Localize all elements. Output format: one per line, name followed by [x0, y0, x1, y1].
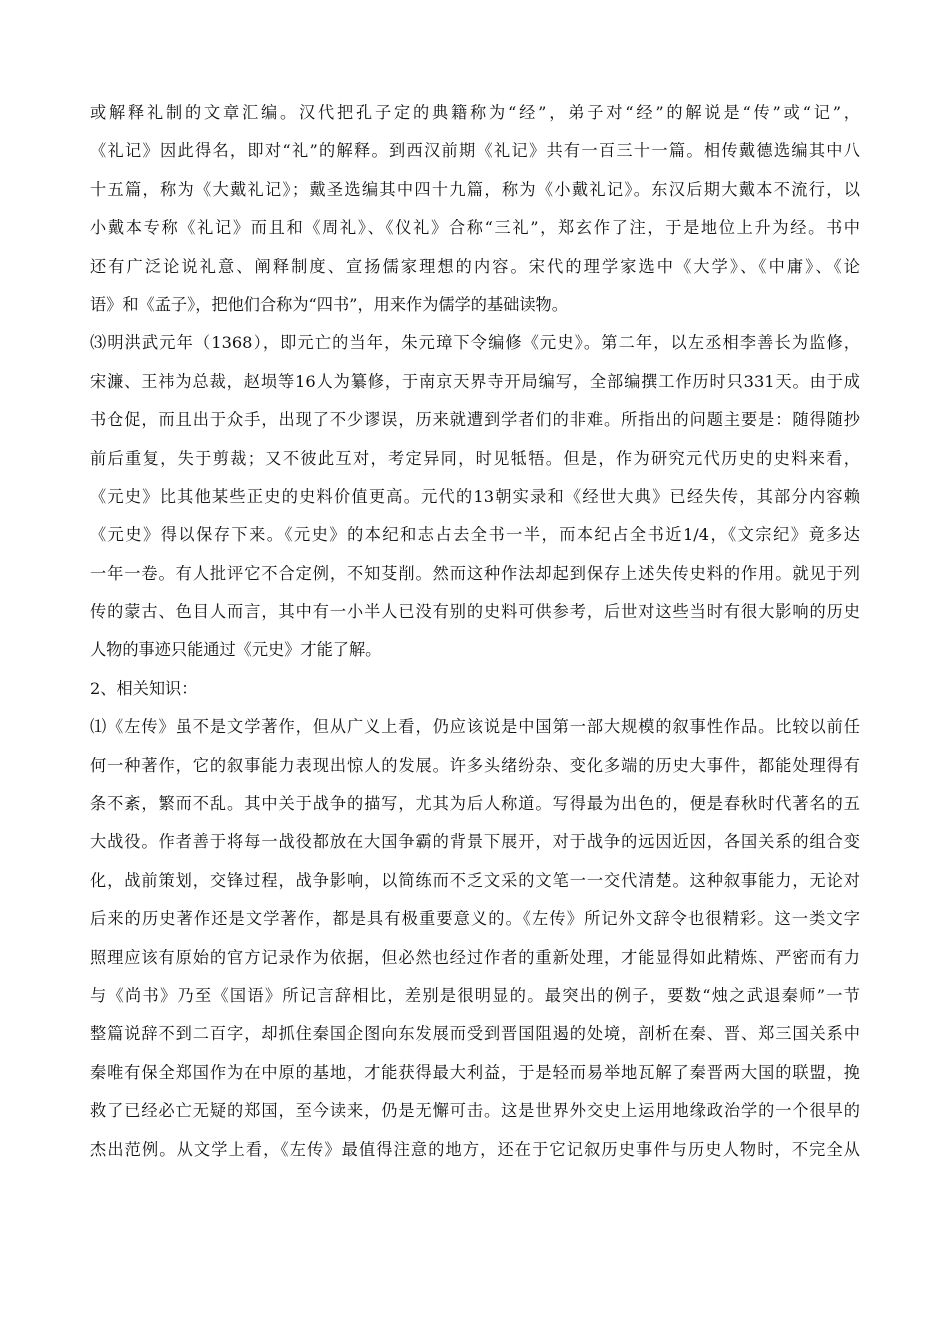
text-line: 还有广泛论说礼意、阐释制度、宣扬儒家理想的内容。宋代的理学家选中《大学》、《中庸》、《论 — [90, 256, 860, 276]
text-line: 条不紊，繁而不乱。其中关于战争的描写，尤其为后人称道。写得最为出色的，便是春秋时代著名的五 — [90, 794, 860, 814]
text-line: 救了已经必亡无疑的郑国，至今读来，仍是无懈可击。这是世界外交史上运用地缘政治学的一个很早的 — [90, 1101, 860, 1121]
text-line: ⑶明洪武元年（1368），即元亡的当年，朱元璋下令编修《元史》。第二年，以左丞相李善长为监修， — [90, 333, 860, 353]
text-line: 化，战前策划，交锋过程，战争影响，以简练而不乏文采的文笔一一交代清楚。这种叙事能力，无论对 — [90, 870, 860, 890]
text-line: 秦唯有保全郑国作为在中原的基地，才能获得最大利益，于是轻而易举地瓦解了秦晋两大国的联盟，挽 — [90, 1062, 860, 1082]
text-line: 与《尚书》乃至《国语》所记言辞相比，差别是很明显的。最突出的例子，要数“烛之武退秦师”一节 — [90, 985, 860, 1005]
document-body — [90, 94, 860, 1169]
text-line: 传的蒙古、色目人而言，其中有一小半人已没有别的史料可供参考，后世对这些当时有很大影响的历史 — [90, 602, 860, 622]
text-line: 或解释礼制的文章汇编。汉代把孔子定的典籍称为“经”，弟子对“经”的解说是“传”或“记”， — [90, 103, 860, 122]
text-line: 《元史》得以保存下来。《元史》的本纪和志占去全书一半，而本纪占全书近1/4，《文宗纪》竟多达 — [90, 525, 860, 545]
text-line: 宋濂、王祎为总裁，赵埙等16人为纂修，于南京天界寺开局编写，全部编撰工作历时只331天。由于成 — [90, 371, 860, 391]
text-line: 后来的历史著作还是文学著作，都是具有极重要意义的。《左传》所记外文辞令也很精彩。这一类文字 — [90, 909, 860, 929]
text-line: 杰出范例。从文学上看，《左传》最值得注意的地方，还在于它记叙历史事件与历史人物时，不完全从 — [90, 1139, 860, 1159]
text-line: 前后重复，失于剪裁；又不彼此互对，考定异同，时见牴牾。但是，作为研究元代历史的史料来看， — [90, 448, 860, 468]
text-line: 一年一卷。有人批评它不合定例，不知芟削。然而这种作法却起到保存上述失传史料的作用。就见于列 — [90, 563, 860, 583]
text-line: 人物的事迹只能通过《元史》才能了解。 — [90, 640, 382, 660]
text-line: 照理应该有原始的官方记录作为依据，但必然也经过作者的重新处理，才能显得如此精炼、严密而有力 — [90, 947, 860, 967]
text-line: 整篇说辞不到二百字，却抓住秦国企图向东发展而受到晋国阻遏的处境，剖析在秦、晋、郑三国关系中 — [90, 1024, 860, 1044]
text-line: 何一种著作，它的叙事能力表现出惊人的发展。许多头绪纷杂、变化多端的历史大事件，都能处理得有 — [90, 755, 860, 775]
text-line: 大战役。作者善于将每一战役都放在大国争霸的背景下展开，对于战争的远因近因，各国关系的组合变 — [90, 832, 860, 852]
text-line: 《元史》比其他某些正史的史料价值更高。元代的13朝实录和《经世大典》已经失传，其部分内容赖 — [90, 486, 860, 506]
text-line: 2、相关知识： — [90, 678, 198, 698]
text-line: ⑴《左传》虽不是文学著作，但从广义上看，仍应该说是中国第一部大规模的叙事性作品。比较以前任 — [90, 717, 860, 737]
text-line: 《礼记》因此得名，即对“礼”的解释。到西汉前期《礼记》共有一百三十一篇。相传戴德选编其中八 — [90, 141, 860, 161]
text-line: 小戴本专称《礼记》而且和《周礼》、《仪礼》合称“三礼”，郑玄作了注，于是地位上升为经。书中 — [90, 218, 860, 238]
text-line: 书仓促，而且出于众手，出现了不少谬误，历来就遭到学者们的非难。所指出的问题主要是：随得随抄 — [90, 410, 860, 430]
text-line: 语》和《孟子》，把他们合称为“四书”，用来作为儒学的基础读物。 — [90, 294, 568, 314]
text-line: 十五篇，称为《大戴礼记》；戴圣选编其中四十九篇，称为《小戴礼记》。东汉后期大戴本不流行，以 — [90, 179, 860, 199]
